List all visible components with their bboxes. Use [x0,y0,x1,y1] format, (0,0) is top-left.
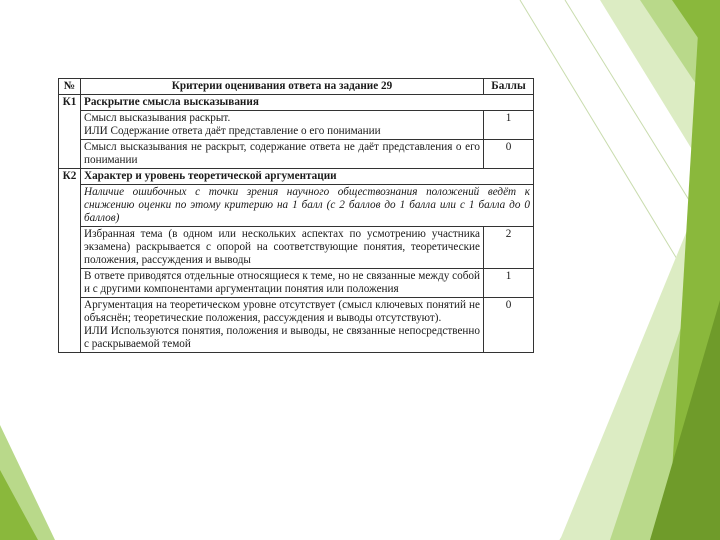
score-cell: 0 [484,140,534,169]
header-score: Баллы [484,79,534,95]
num-cell-empty [59,185,81,227]
criterion-text [81,140,484,169]
table-row [59,269,534,298]
score-cell: 1 [484,269,534,298]
table-row [59,227,534,269]
criterion-text [81,269,484,298]
k2-title: Характер и уровень теоретической аргументации [81,169,534,185]
header-num: № [59,79,81,95]
criterion-text [81,298,484,353]
criterion-line: Смысл высказывания раскрыт. [84,112,231,124]
criterion-line: Избранная тема (в одном или нескольких аспектах по усмотрению участника экзамена) раскрывается с опорой на соответствующие понятия, теоретические положения, рассуждения и выводы [84,228,480,266]
criterion-line: ИЛИ Используются понятия, положения и выводы, не связанные непосредственно с раскрываемой темой [84,325,480,350]
num-cell-empty [59,227,81,269]
num-cell-empty [59,111,81,140]
criteria-table [58,78,534,353]
header-criteria: Критерии оценивания ответа на задание 29 [81,79,484,95]
table-row [59,140,534,169]
k2-title-row [59,169,534,185]
k2-num: К2 [59,169,81,185]
k2-note: Наличие ошибочных с точки зрения научного обществознания положений ведёт к снижению оценки по этому критерию на 1 балл (с 2 баллов до 1 балла или с 1 балла до 0 баллов) [81,185,534,227]
score-cell: 2 [484,227,534,269]
criterion-text [81,227,484,269]
table-row [59,298,534,353]
criterion-line: Смысл высказывания не раскрыт, содержание ответа не даёт представления о его понимании [84,141,480,166]
k1-title: Раскрытие смысла высказывания [81,95,534,111]
k1-title-row [59,95,534,111]
criterion-line: В ответе приводятся отдельные относящиеся к теме, но не связанные между собой и с другими компонентами аргументации понятия или положения [84,270,480,295]
k1-num: К1 [59,95,81,111]
table-row [59,111,534,140]
k2-note-row [59,185,534,227]
num-cell-empty [59,269,81,298]
criterion-text [81,111,484,140]
num-cell-empty [59,298,81,353]
score-cell: 1 [484,111,534,140]
criterion-line: ИЛИ Содержание ответа даёт представление о его понимании [84,125,381,137]
num-cell-empty [59,140,81,169]
score-cell: 0 [484,298,534,353]
criterion-line: Аргументация на теоретическом уровне отсутствует (смысл ключевых понятий не объяснён; теоретические положения, рассуждения и выводы отсутствуют). [84,299,480,324]
table-header-row [59,79,534,95]
